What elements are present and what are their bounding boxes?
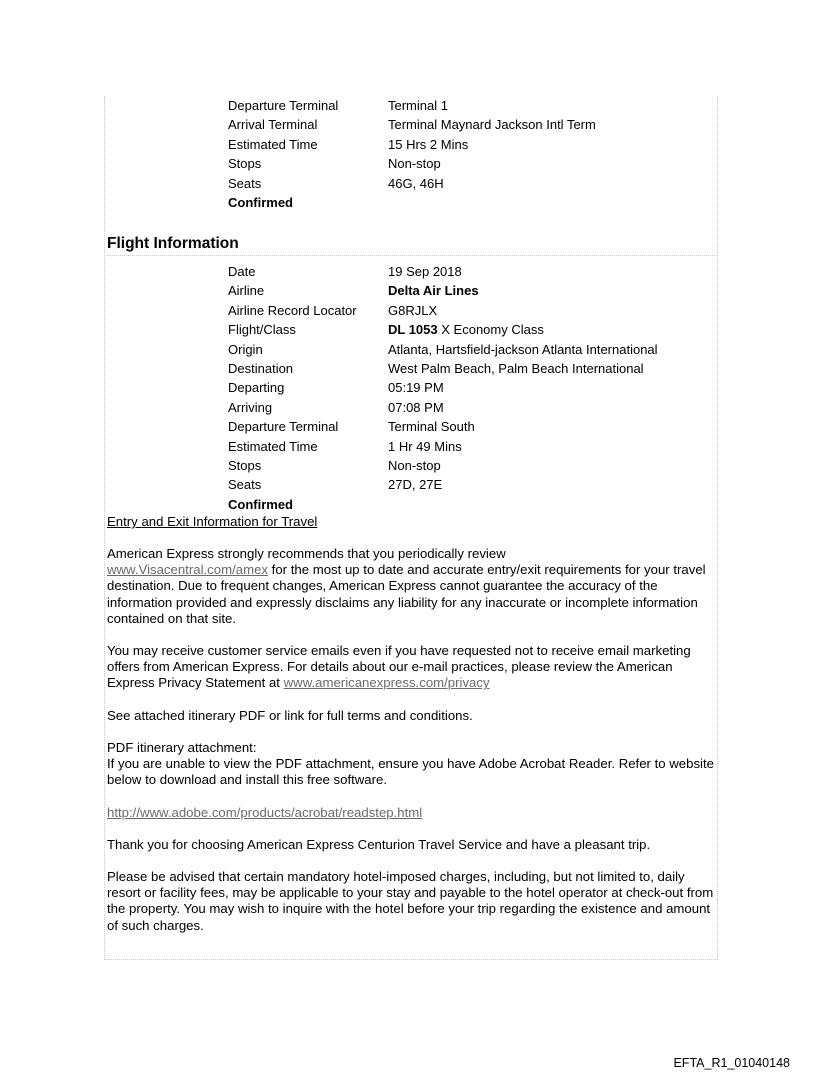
row-label: Estimated Time — [228, 438, 318, 454]
row-value: 15 Hrs 2 Mins — [388, 136, 469, 152]
row-label: Seats — [228, 477, 262, 493]
row-value: Terminal South — [388, 419, 475, 435]
row-value: 19 Sep 2018 — [388, 264, 462, 279]
flight1-status-row — [228, 193, 718, 212]
row-label: Airline — [228, 283, 265, 299]
row-value — [388, 320, 544, 339]
flight2-row-origin — [228, 340, 718, 359]
flight1-row-stops — [228, 154, 718, 173]
row-value: Atlanta, Hartsfield-jackson Atlanta International — [388, 341, 658, 357]
row-value: 27D, 27E — [388, 477, 443, 493]
pdf-paragraph — [107, 740, 717, 789]
flight-number: DL 1053 — [388, 322, 438, 338]
flight2-status: Confirmed — [228, 496, 293, 512]
itinerary-frame — [104, 96, 718, 960]
flight2-row-arriving — [228, 398, 718, 417]
row-label: Stops — [228, 156, 262, 172]
flight1-status: Confirmed — [228, 194, 293, 210]
p2-text: You may receive customer service emails even if you have requested not to receive email marketing offers from American Express. For details about our e-mail practices, please review the American Express Privacy Statement at — [107, 643, 691, 691]
entry-exit-paragraph — [107, 546, 717, 627]
adobe-link-paragraph — [107, 805, 717, 821]
row-label: Arriving — [228, 399, 273, 415]
row-label: Date — [228, 264, 256, 279]
pdf-body: If you are unable to view the PDF attachment, ensure you have Adobe Acrobat Reader. Refer to website below to download and install this free software. — [107, 756, 714, 788]
flight2-row-record-locator — [228, 301, 718, 320]
privacy-link[interactable]: www.americanexpress.com/privacy — [283, 675, 490, 691]
flight1-row-arrival-terminal — [228, 115, 718, 134]
flight2-row-seats — [228, 475, 718, 494]
entry-exit-heading: Entry and Exit Information for Travel — [107, 514, 318, 529]
flight2-row-destination — [228, 359, 718, 378]
row-label: Departing — [228, 380, 285, 396]
row-label: Destination — [228, 360, 294, 376]
row-label: Arrival Terminal — [228, 117, 318, 133]
row-value: Terminal 1 — [388, 98, 448, 113]
row-label: Departure Terminal — [228, 419, 339, 435]
row-label: Origin — [228, 341, 263, 357]
flight2-status-row — [228, 495, 718, 514]
row-value: Non-stop — [388, 156, 441, 172]
row-value: Non-stop — [388, 457, 441, 473]
row-value: West Palm Beach, Palm Beach International — [388, 360, 644, 376]
email-paragraph — [107, 643, 717, 692]
airline-name: Delta Air Lines — [388, 283, 479, 299]
row-value: 46G, 46H — [388, 175, 444, 191]
row-value — [388, 281, 479, 300]
p1-rest: for the most up to date and accurate entry/exit requirements for your travel destination. Due to frequent changes, American Express cannot guarantee the accuracy of the information provided and expressly disclaims any liability for any inaccurate or incomplete information contained on that site. — [107, 562, 706, 626]
row-value: 1 Hr 49 Mins — [388, 438, 462, 454]
row-label: Seats — [228, 175, 262, 191]
flight2-row-airline — [228, 281, 718, 300]
row-value: G8RJLX — [388, 302, 438, 318]
flight2-details — [228, 262, 718, 514]
row-value: 07:08 PM — [388, 399, 444, 415]
p1-intro: American Express strongly recommends that you periodically review — [107, 546, 506, 561]
row-value: Terminal Maynard Jackson Intl Term — [388, 117, 596, 133]
row-value: 05:19 PM — [388, 380, 444, 396]
visacentral-link[interactable]: www.Visacentral.com/amex — [107, 562, 268, 578]
flight2-row-estimated-time — [228, 437, 718, 456]
terms-paragraph: See attached itinerary PDF or link for full terms and conditions. — [107, 708, 473, 723]
row-label: Airline Record Locator — [228, 302, 357, 318]
flight2-row-flight-class — [228, 320, 718, 339]
row-label: Stops — [228, 457, 262, 473]
flight2-row-departing — [228, 378, 718, 397]
flight1-row-departure-terminal — [228, 96, 718, 115]
flight1-row-estimated-time — [228, 135, 718, 154]
hotel-charges-paragraph: Please be advised that certain mandatory hotel-imposed charges, including, but not limited to, daily resort or facility fees, may be applicable to your stay and payable to the hotel operator at check-out from the property. You may wish to inquire with the hotel before your trip regarding the existence and amount of such charges. — [107, 869, 714, 933]
adobe-link[interactable]: http://www.adobe.com/products/acrobat/readstep.html — [107, 805, 423, 820]
flight1-details — [228, 96, 718, 212]
thank-you-paragraph: Thank you for choosing American Express Centurion Travel Service and have a pleasant trip. — [107, 837, 651, 852]
row-label: Flight/Class — [228, 322, 296, 338]
class-value: X Economy Class — [441, 322, 544, 338]
flight2-row-stops — [228, 456, 718, 475]
flight1-row-seats — [228, 174, 718, 193]
flight2-row-departure-terminal — [228, 417, 718, 436]
row-label: Departure Terminal — [228, 98, 339, 113]
flight2-row-date — [228, 262, 718, 281]
document-id: EFTA_R1_01040148 — [673, 1056, 790, 1070]
flight-information-heading: Flight Information — [107, 234, 715, 256]
pdf-title: PDF itinerary attachment: — [107, 740, 257, 755]
row-label: Estimated Time — [228, 136, 318, 152]
